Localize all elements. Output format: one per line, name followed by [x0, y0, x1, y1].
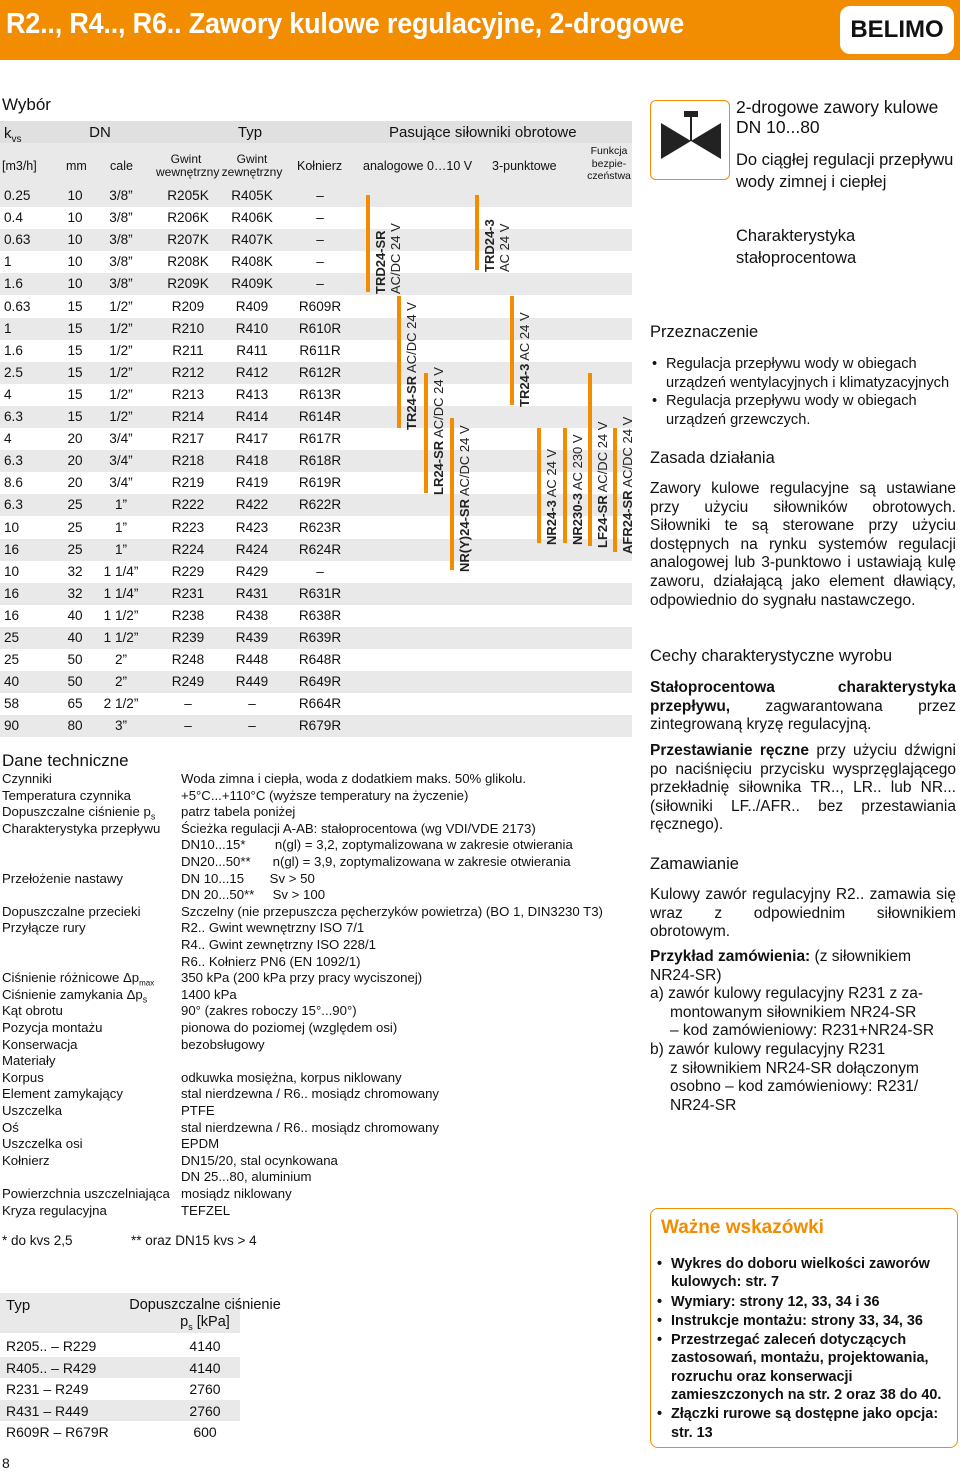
row-dn-inch: 2”: [114, 652, 128, 668]
row-type-r2: R224: [171, 541, 205, 557]
actuator-voltage: AC/DC 24 V: [431, 367, 446, 441]
row-dn-mm: 50: [67, 674, 83, 690]
mm-header: mm: [66, 159, 87, 173]
actuator-voltage: AC/DC 24 V: [457, 425, 472, 500]
row-kvs: 1: [4, 254, 12, 270]
gwint-wew-header: Gwint wewnętrzny: [156, 152, 220, 179]
tech-value: EPDM: [181, 1136, 220, 1152]
important-notes-box: [650, 1208, 958, 1448]
row-type-r6: R612R: [298, 364, 342, 380]
pressure-col-value: Dopuszczalne ciśnienie: [129, 1297, 281, 1313]
actuator-voltage: AC/DC 24 V: [404, 302, 419, 376]
tech-value: pionowa do poziomej (względem osi): [181, 1020, 398, 1035]
tech-label: Oś: [2, 1119, 19, 1135]
row-kvs: 0.25: [4, 188, 31, 203]
row-type-r4: –: [248, 718, 256, 734]
row-dn-inch: 2”: [114, 674, 128, 690]
tech-value: DN 10...15 Sv > 50: [181, 870, 315, 886]
pressure-row-type: R431 – R449: [6, 1402, 89, 1419]
row-type-r2: R218: [171, 453, 205, 469]
row-type-r4: R422: [235, 497, 269, 513]
page-header: [0, 0, 960, 60]
row-type-r4: R409: [235, 298, 269, 314]
product-subtitle-2: Charakterystyka stałoprocentowa: [736, 227, 857, 267]
tech-value: Woda zimna i ciepła, woda z dodatkiem maks. 50% glikolu.: [181, 771, 526, 786]
row-type-r4: R411: [236, 342, 268, 358]
row-type-r2: R213: [171, 386, 205, 402]
row-dn-inch: 1 1/2”: [103, 630, 139, 645]
tech-value: DN15/20, stal ocynkowana: [181, 1152, 338, 1168]
row-dn-mm: 65: [67, 696, 83, 712]
row-type-r4: R429: [235, 563, 269, 579]
row-type-r6: R617R: [298, 431, 342, 447]
row-type-r4: R448: [235, 652, 269, 668]
row-type-r2: R239: [171, 630, 205, 645]
row-kvs: 0.4: [4, 210, 23, 226]
actuator-name: TRD24-SR: [373, 230, 388, 294]
tech-label: Dopuszczalne przecieki: [2, 903, 141, 919]
row-dn-mm: 10: [67, 276, 83, 292]
row-kvs: 6.3: [4, 497, 23, 513]
row-kvs: 16: [4, 607, 20, 623]
row-type-r4: R423: [235, 519, 269, 535]
row-type-r4: R418: [235, 453, 269, 469]
row-type-r6: R679R: [298, 718, 342, 734]
row-type-r2: R248: [171, 652, 205, 668]
row-type-r4: R439: [235, 630, 269, 645]
actuator-name: NR230-3: [570, 492, 585, 545]
tech-value: 350 kPa (200 kPa przy pracy wyciszonej): [181, 970, 423, 986]
actuator-label: [431, 367, 446, 495]
tech-label: Czynniki: [2, 771, 52, 786]
row-type-r4: R424: [235, 541, 269, 557]
row-dn-mm: 25: [67, 541, 83, 557]
row-dn-inch: 1/2”: [109, 342, 133, 358]
row-type-r4: R431: [235, 585, 269, 601]
tech-value: DN10...15* n(gl) = 3,2, zoptymalizowana w zakresie otwierania: [181, 837, 573, 853]
actuator-bar: [613, 428, 617, 552]
przeznaczenie-title: Przeznaczenie: [650, 323, 759, 341]
actuator-bar: [475, 195, 479, 270]
row-type-r4: R414: [235, 409, 269, 424]
row-type-r2: R222: [171, 497, 205, 513]
row-kvs: 8.6: [4, 475, 23, 491]
row-dn-inch: 3/4”: [109, 475, 133, 491]
tech-label: Temperatura czynnika: [2, 787, 132, 803]
list-item: • Złączki rurowe są dostępne jako opcja: str. 13: [657, 1405, 953, 1442]
row-type-r6: R648R: [298, 652, 342, 668]
row-type-r6: R611R: [299, 342, 341, 358]
actuator-label: [517, 312, 532, 407]
row-dn-inch: 2 1/2”: [103, 696, 139, 712]
tech-label: Powierzchnia uszczelniająca: [2, 1186, 170, 1201]
row-type-r6: R623R: [298, 519, 342, 535]
tech-value: bezobsługowy: [181, 1036, 265, 1052]
row-dn-mm: 10: [67, 254, 83, 270]
list-item: • Wykres do doboru wielkości zaworów kulowych: str. 7: [657, 1255, 953, 1292]
product-subtitle-1: Do ciągłej regulacji przepływu wody zimnej i ciepłej: [736, 151, 954, 191]
row-kvs: 1.6: [4, 342, 23, 358]
flange-header: Kołnierz: [297, 159, 343, 173]
cechy-title: Cechy charakterystyczne wyrobu: [650, 647, 893, 665]
tech-value: PTFE: [181, 1103, 215, 1118]
important-notes-list: [657, 1255, 953, 1443]
row-type-r2: R208K: [167, 254, 209, 270]
row-type-r4: R449: [235, 674, 269, 690]
row-type-r2: R206K: [167, 210, 209, 226]
row-dn-inch: 1 1/2”: [103, 607, 139, 623]
dn-header: DN: [89, 124, 111, 141]
row-type-r6: R619R: [298, 475, 342, 491]
row-type-r6: R639R: [298, 630, 342, 645]
tech-value: DN 20...50** Sv > 100: [181, 887, 326, 903]
row-type-r2: R223: [171, 519, 205, 535]
tech-label: Przełożenie nastawy: [2, 870, 123, 886]
row-type-r6: –: [316, 210, 324, 226]
actuator-label: [570, 434, 585, 545]
row-type-r6: R638R: [298, 607, 342, 623]
tech-label: Element zamykający: [2, 1086, 123, 1102]
row-type-r2: R207K: [167, 232, 209, 248]
kvs-unit: [m3/h]: [2, 159, 37, 173]
row-kvs: 10: [4, 563, 20, 579]
pressure-row-type: R231 – R249: [6, 1381, 89, 1398]
row-type-r2: R231: [171, 585, 205, 601]
pressure-row-type: R405.. – R429: [6, 1359, 97, 1376]
row-kvs: 0.63: [4, 298, 31, 314]
row-type-r6: –: [316, 276, 324, 292]
list-item: • Regulacja przepływu wody w obiegach urządzeń wentylacyjnych i klimatyzacyjnych: [652, 355, 956, 392]
row-kvs: 16: [4, 541, 20, 557]
row-kvs: 16: [4, 585, 20, 601]
actuator-bar: [588, 373, 592, 546]
pressure-row-value: 600: [193, 1424, 217, 1441]
actuator-bar: [397, 296, 401, 428]
row-type-r4: R412: [235, 364, 269, 380]
tech-value: 1400 kPa: [181, 986, 237, 1002]
page-number: 8: [2, 1455, 10, 1471]
pressure-col-unit: $p_s$ [kPa]: [180, 1314, 230, 1332]
page-title: R2.., R4.., R6.. Zawory kulowe regulacyjne, 2-drogowe: [6, 8, 685, 40]
row-type-r6: R613R: [298, 386, 342, 402]
row-dn-inch: 3/8”: [109, 188, 133, 203]
analog-header: analogowe 0…10 V: [363, 159, 473, 173]
tech-label: Pozycja montażu: [2, 1020, 103, 1035]
row-kvs: 2.5: [4, 364, 23, 380]
row-type-r2: R212: [171, 364, 205, 380]
pressure-row-value: 2760: [189, 1381, 221, 1398]
row-dn-mm: 20: [67, 431, 83, 447]
row-type-r6: R624R: [298, 541, 342, 557]
row-type-r6: –: [316, 232, 324, 248]
tech-label: Kołnierz: [2, 1152, 50, 1168]
actuator-name: AFR24-SR: [620, 490, 635, 554]
actuator-name: TR24-SR: [404, 375, 419, 430]
tech-value: TEFZEL: [181, 1202, 231, 1218]
tech-label: Ciśnienie zamykania $\Delta p_s$: [2, 986, 148, 1005]
pressure-sub: s: [150, 811, 156, 822]
actuator-bar: [563, 428, 567, 543]
tech-label: Konserwacja: [2, 1036, 78, 1052]
actuator-name: LR24-SR: [431, 440, 446, 495]
pressure-row-value: 4140: [189, 1338, 221, 1354]
row-kvs: 6.3: [4, 409, 23, 424]
row-dn-mm: 15: [67, 320, 83, 336]
tech-label: Kryza regulacyjna: [2, 1202, 107, 1218]
zasada-title: Zasada działania: [650, 449, 775, 467]
kvs-header: $k_{vs}$: [4, 125, 22, 145]
safety-header: Funkcja bezpie-czeństwa: [587, 145, 631, 182]
tech-value: stal nierdzewna / R6.. mosiądz chromowany: [181, 1119, 439, 1135]
tech-value: DN 25...80, aluminium: [181, 1169, 312, 1185]
tech-value: Szczelny (nie przepuszcza pęcherzyków powietrza) (BO 1, DIN3230 T3): [181, 903, 603, 919]
row-type-r4: R408K: [231, 254, 273, 270]
actuator-bar: [510, 296, 514, 405]
row-type-r4: R417: [235, 431, 269, 447]
row-type-r6: R649R: [298, 674, 342, 690]
footnote-2: ** oraz DN15 kvs > 4: [131, 1233, 257, 1248]
list-item: • Przestrzegać zaleceń dotyczących zastosowań, montażu, projektowania, rozruchu oraz konserwacji zamieszczonych na str. 2 oraz 38 do 40.: [657, 1331, 953, 1404]
actuator-voltage: AC 230 V: [570, 434, 585, 493]
actuator-voltage: AC/DC 24 V: [620, 416, 635, 491]
tech-label: Uszczelka osi: [2, 1136, 83, 1152]
tech-value: R6.. Kołnierz PN6 (EN 1092/1): [181, 953, 361, 969]
actuator-voltage: AC/DC 24 V: [595, 421, 610, 496]
row-dn-mm: 10: [67, 188, 83, 203]
row-type-r6: R631R: [298, 585, 342, 601]
row-kvs: 1.6: [4, 276, 23, 292]
row-dn-mm: 20: [67, 453, 83, 469]
pmax-sub: max: [139, 978, 155, 988]
row-dn-mm: 40: [67, 607, 83, 623]
tech-label: Kąt obrotu: [2, 1003, 63, 1019]
row-dn-inch: 3/8”: [109, 276, 133, 292]
row-kvs: 90: [4, 718, 20, 734]
gwint-zew-header: Gwint zewnętrzny: [221, 152, 283, 179]
row-dn-mm: 25: [67, 497, 83, 513]
zasada-text: Zawory kulowe regulacyjne są ustawiane przy użyciu siłowników obrotowych. Siłowniki te są sterowane przy użyciu dostępnych na rynku systemów regulacji analogowej lub 3-punktowo i ustawiają kulę zaworu, działającą jako element dławiący, odpowiednio do sygnału nastawczego.: [650, 480, 956, 609]
row-dn-inch: 3/4”: [109, 431, 133, 447]
list-item: • Regulacja przepływu wody w obiegach urządzeń grzewczych.: [652, 392, 956, 429]
row-dn-inch: 1/2”: [109, 320, 133, 336]
row-kvs: 58: [4, 696, 20, 712]
row-dn-inch: 1/2”: [109, 409, 133, 424]
row-type-r2: R214: [171, 409, 205, 424]
row-dn-inch: 1/2”: [109, 364, 133, 380]
tech-label: Dopuszczalne ciśnienie $p_s$: [2, 804, 156, 822]
actuator-voltage: AC 24 V: [497, 223, 512, 272]
actuator-bar: [450, 418, 454, 570]
row-kvs: 6.3: [4, 453, 23, 469]
row-type-r6: –: [316, 563, 324, 579]
pressure-row-type: R609R – R679R: [6, 1424, 109, 1441]
row-dn-inch: 1/2”: [109, 298, 133, 314]
actuator-label: [620, 417, 635, 554]
footnote-1: * do kvs 2,5: [2, 1233, 73, 1248]
row-dn-mm: 15: [67, 364, 83, 380]
tech-value: odkuwka mosiężna, korpus niklowany: [181, 1069, 402, 1085]
row-type-r4: R406K: [231, 210, 273, 226]
row-type-r4: R410: [235, 320, 269, 336]
row-dn-inch: 3/4”: [109, 453, 133, 469]
row-dn-mm: 32: [67, 585, 83, 601]
pressure-row-type: R205.. – R229: [6, 1338, 97, 1354]
cechy-text-1: Stałoprocentowa charakterystyka przepływu, zagwarantowana przez zintegrowaną kryzę regulacyjną.: [650, 679, 956, 734]
row-kvs: 4: [4, 386, 12, 402]
actuators-header: Pasujące siłowniki obrotowe: [389, 124, 577, 141]
tech-value: 90° (zakres roboczy 15°...90°): [181, 1003, 357, 1019]
tech-value: mosiądz niklowany: [181, 1186, 292, 1201]
pressure-row-value: 4140: [189, 1359, 221, 1376]
valve-icon-box: [650, 100, 730, 180]
row-dn-inch: 1”: [114, 541, 128, 557]
row-type-r2: R209K: [167, 276, 209, 292]
row-type-r2: R217: [171, 431, 205, 447]
row-dn-inch: 1 1/4”: [103, 563, 139, 579]
cechy-text-2: Przestawianie ręczne przy użyciu dźwigni po naciśnięciu przycisku wysprzęglającego przekładnię siłownika TR.., LR.. lub NR... (siłowniki LF../AFR.. bez przestawiania ręcznego).: [650, 742, 956, 834]
row-type-r4: R405K: [231, 188, 273, 203]
row-type-r2: R219: [171, 475, 205, 491]
row-type-r4: R409K: [231, 276, 273, 292]
zamawianie-text: Kulowy zawór regulacyjny R2.. zamawia się wraz z odpowiednim siłownikiem obrotowym.: [650, 886, 956, 941]
row-type-r4: R438: [235, 607, 269, 623]
zamawianie-title: Zamawianie: [650, 855, 739, 873]
actuator-bar: [366, 195, 370, 292]
row-dn-inch: 1/2”: [109, 386, 133, 402]
row-kvs: 10: [4, 519, 20, 535]
row-dn-mm: 15: [67, 342, 83, 358]
list-item: • Instrukcje montażu: strony 33, 34, 36: [657, 1312, 953, 1330]
tech-value: patrz tabela poniżej: [181, 804, 296, 820]
row-type-r4: –: [248, 696, 256, 712]
row-dn-mm: 15: [67, 386, 83, 402]
row-type-r6: R622R: [298, 497, 342, 513]
row-type-r2: –: [184, 696, 192, 712]
row-type-r6: R609R: [298, 298, 342, 314]
row-dn-inch: 3/8”: [109, 254, 133, 270]
row-dn-mm: 15: [67, 298, 83, 314]
three-point-header: 3-punktowe: [492, 159, 557, 173]
row-kvs: 40: [4, 674, 20, 690]
actuator-label: [404, 302, 419, 430]
actuator-name: TR24-3: [517, 363, 532, 407]
actuator-name: TRD24-3: [482, 219, 497, 272]
przeznaczenie-list: [652, 355, 956, 429]
tech-label: Materiały: [2, 1053, 56, 1069]
important-notes-title: Ważne wskazówki: [661, 1217, 824, 1238]
tech-label: Ciśnienie różnicowe $\Delta p_{max}$: [2, 970, 155, 988]
actuator-label: [544, 449, 559, 545]
actuator-label: [373, 223, 403, 294]
product-title: 2-drogowe zawory kulowe DN 10...80: [736, 97, 939, 137]
row-type-r6: R614R: [298, 409, 342, 424]
row-type-r6: R664R: [298, 696, 342, 712]
row-dn-mm: 15: [67, 409, 83, 424]
tech-value: stal nierdzewna / R6.. mosiądz chromowany: [181, 1086, 439, 1102]
row-dn-mm: 20: [67, 475, 83, 491]
row-dn-mm: 80: [67, 718, 83, 734]
row-kvs: 0.63: [4, 232, 31, 248]
tech-value: R4.. Gwint zewnętrzny ISO 228/1: [181, 937, 376, 952]
row-type-r4: R419: [235, 475, 269, 491]
list-item: • Wymiary: strony 12, 33, 34 i 36: [657, 1293, 953, 1311]
row-dn-inch: 1”: [114, 497, 128, 513]
actuator-label: [595, 422, 610, 548]
tech-label: Korpus: [2, 1069, 44, 1085]
row-dn-mm: 40: [67, 630, 83, 645]
row-type-r2: R249: [171, 674, 205, 690]
tech-value: Ścieżka regulacji A-AB: stałoprocentowa (wg VDI/VDE 2173): [181, 820, 536, 836]
row-type-r2: R210: [171, 320, 205, 336]
row-type-r6: –: [316, 188, 324, 203]
tech-label: Przyłącze rury: [2, 920, 86, 936]
actuator-label: [482, 219, 512, 272]
typ-header: Typ: [237, 124, 263, 141]
row-type-r2: R229: [171, 563, 205, 579]
tech-title: Dane techniczne: [2, 751, 129, 770]
row-kvs: 4: [4, 431, 12, 447]
actuator-name: NR24-3: [544, 500, 559, 545]
pressure-col-type: Typ: [6, 1297, 31, 1314]
valve-symbol-icon: [651, 101, 731, 181]
actuator-name: NR(Y)24-SR: [457, 499, 472, 572]
actuator-voltage: AC 24 V: [544, 448, 559, 501]
actuator-bar: [424, 373, 428, 493]
row-dn-mm: 10: [67, 210, 83, 226]
tech-value: R2.. Gwint wewnętrzny ISO 7/1: [181, 920, 365, 936]
belimo-logo: BELIMO: [840, 6, 954, 54]
row-dn-mm: 50: [67, 652, 83, 668]
row-dn-inch: 3”: [114, 718, 128, 734]
row-type-r2: –: [184, 718, 192, 734]
tech-label: Charakterystyka przepływu: [2, 820, 161, 836]
actuator-label: [457, 425, 472, 572]
tech-label: Uszczelka: [2, 1103, 63, 1118]
tech-value: DN20...50** n(gl) = 3,9, zoptymalizowana w zakresie otwierania: [181, 854, 571, 869]
row-type-r4: R413: [235, 386, 269, 402]
row-dn-mm: 32: [67, 563, 83, 579]
row-dn-inch: 3/8”: [109, 232, 133, 248]
order-example: Przykład zamówienia: (z siłownikiem NR24-SR) a) zawór kulowy regulacyjny R231 z za- montowanym siłownikiem NR24-SR – kod zamówieniowy: R231+NR24-SR b) zawór kulowy regulacyjny R231 z siłownikiem NR24-SR dołączonym osobno – kod zamówieniowy: R231/ NR24-SR: [650, 948, 935, 1114]
row-dn-mm: 25: [67, 519, 83, 535]
row-type-r4: R407K: [231, 232, 273, 248]
cale-header: cale: [110, 159, 133, 173]
actuator-name: LF24-SR: [595, 495, 610, 548]
actuator-voltage: AC/DC 24 V: [388, 223, 403, 294]
row-type-r2: R209: [171, 298, 205, 314]
row-type-r6: R610R: [298, 320, 342, 336]
pressure-row-value: 2760: [189, 1402, 221, 1419]
selection-title: Wybór: [2, 95, 51, 114]
actuator-voltage: AC 24 V: [517, 312, 532, 364]
row-dn-inch: 1 1/4”: [103, 585, 139, 601]
tech-value: +5°C...+110°C (wyższe temperatury na życzenie): [181, 787, 469, 803]
actuator-bar: [537, 428, 541, 543]
row-type-r2: R205K: [167, 188, 209, 203]
pclose-sub: s: [142, 994, 148, 1005]
row-kvs: 25: [4, 630, 20, 645]
row-dn-inch: 3/8”: [109, 210, 133, 226]
row-type-r2: R211: [172, 342, 204, 358]
row-dn-mm: 10: [67, 232, 83, 248]
row-type-r6: –: [316, 254, 324, 270]
row-kvs: 25: [4, 652, 20, 668]
row-dn-inch: 1”: [114, 519, 128, 535]
row-kvs: 1: [4, 320, 12, 336]
row-type-r6: R618R: [298, 453, 342, 469]
row-type-r2: R238: [171, 607, 205, 623]
